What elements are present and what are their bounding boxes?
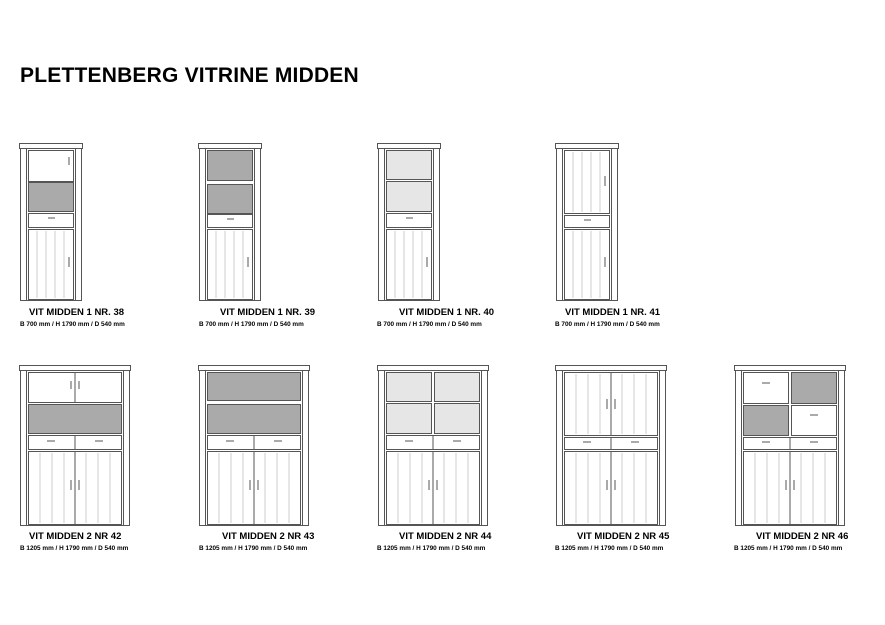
item-dimensions: B 1205 mm / H 1790 mm / D 540 mm (377, 545, 486, 552)
cabinet-drawing-38 (19, 143, 83, 303)
item-name: VIT MIDDEN 2 NR 45 (577, 531, 670, 542)
cabinet-item-45 (555, 365, 725, 560)
item-name: VIT MIDDEN 2 NR 46 (756, 531, 849, 542)
item-name: VIT MIDDEN 2 NR 42 (29, 531, 122, 542)
cabinet-item-43 (198, 365, 368, 560)
item-dimensions: B 700 mm / H 1790 mm / D 540 mm (199, 321, 304, 328)
item-dimensions: B 700 mm / H 1790 mm / D 540 mm (20, 321, 125, 328)
item-dimensions: B 1205 mm / H 1790 mm / D 540 mm (555, 545, 664, 552)
item-name: VIT MIDDEN 1 NR. 38 (29, 307, 125, 318)
cabinet-drawing-42 (19, 365, 131, 527)
item-dimensions: B 700 mm / H 1790 mm / D 540 mm (377, 321, 482, 328)
cabinet-item-40 (377, 143, 517, 333)
cabinet-drawing-39 (198, 143, 262, 303)
item-dimensions: B 700 mm / H 1790 mm / D 540 mm (555, 321, 660, 328)
page-title: PLETTENBERG VITRINE MIDDEN (20, 64, 359, 87)
cabinet-item-46 (734, 365, 874, 560)
item-dimensions: B 1205 mm / H 1790 mm / D 540 mm (199, 545, 308, 552)
item-name: VIT MIDDEN 2 NR 43 (222, 531, 315, 542)
cabinet-item-41 (555, 143, 695, 333)
cabinet-drawing-43 (198, 365, 310, 527)
cabinet-drawing-41 (555, 143, 619, 303)
cabinet-drawing-45 (555, 365, 667, 527)
item-name: VIT MIDDEN 1 NR. 39 (220, 307, 316, 318)
cabinet-item-39 (198, 143, 338, 333)
item-dimensions: B 1205 mm / H 1790 mm / D 540 mm (20, 545, 129, 552)
item-name: VIT MIDDEN 1 NR. 40 (399, 307, 495, 318)
cabinet-item-42 (19, 365, 189, 560)
cabinet-drawing-44 (377, 365, 489, 527)
cabinet-drawing-40 (377, 143, 441, 303)
item-name: VIT MIDDEN 2 NR 44 (399, 531, 492, 542)
cabinet-drawing-46 (734, 365, 846, 527)
item-dimensions: B 1205 mm / H 1790 mm / D 540 mm (734, 545, 843, 552)
cabinet-item-38 (19, 143, 159, 333)
item-name: VIT MIDDEN 1 NR. 41 (565, 307, 661, 318)
cabinet-item-44 (377, 365, 547, 560)
